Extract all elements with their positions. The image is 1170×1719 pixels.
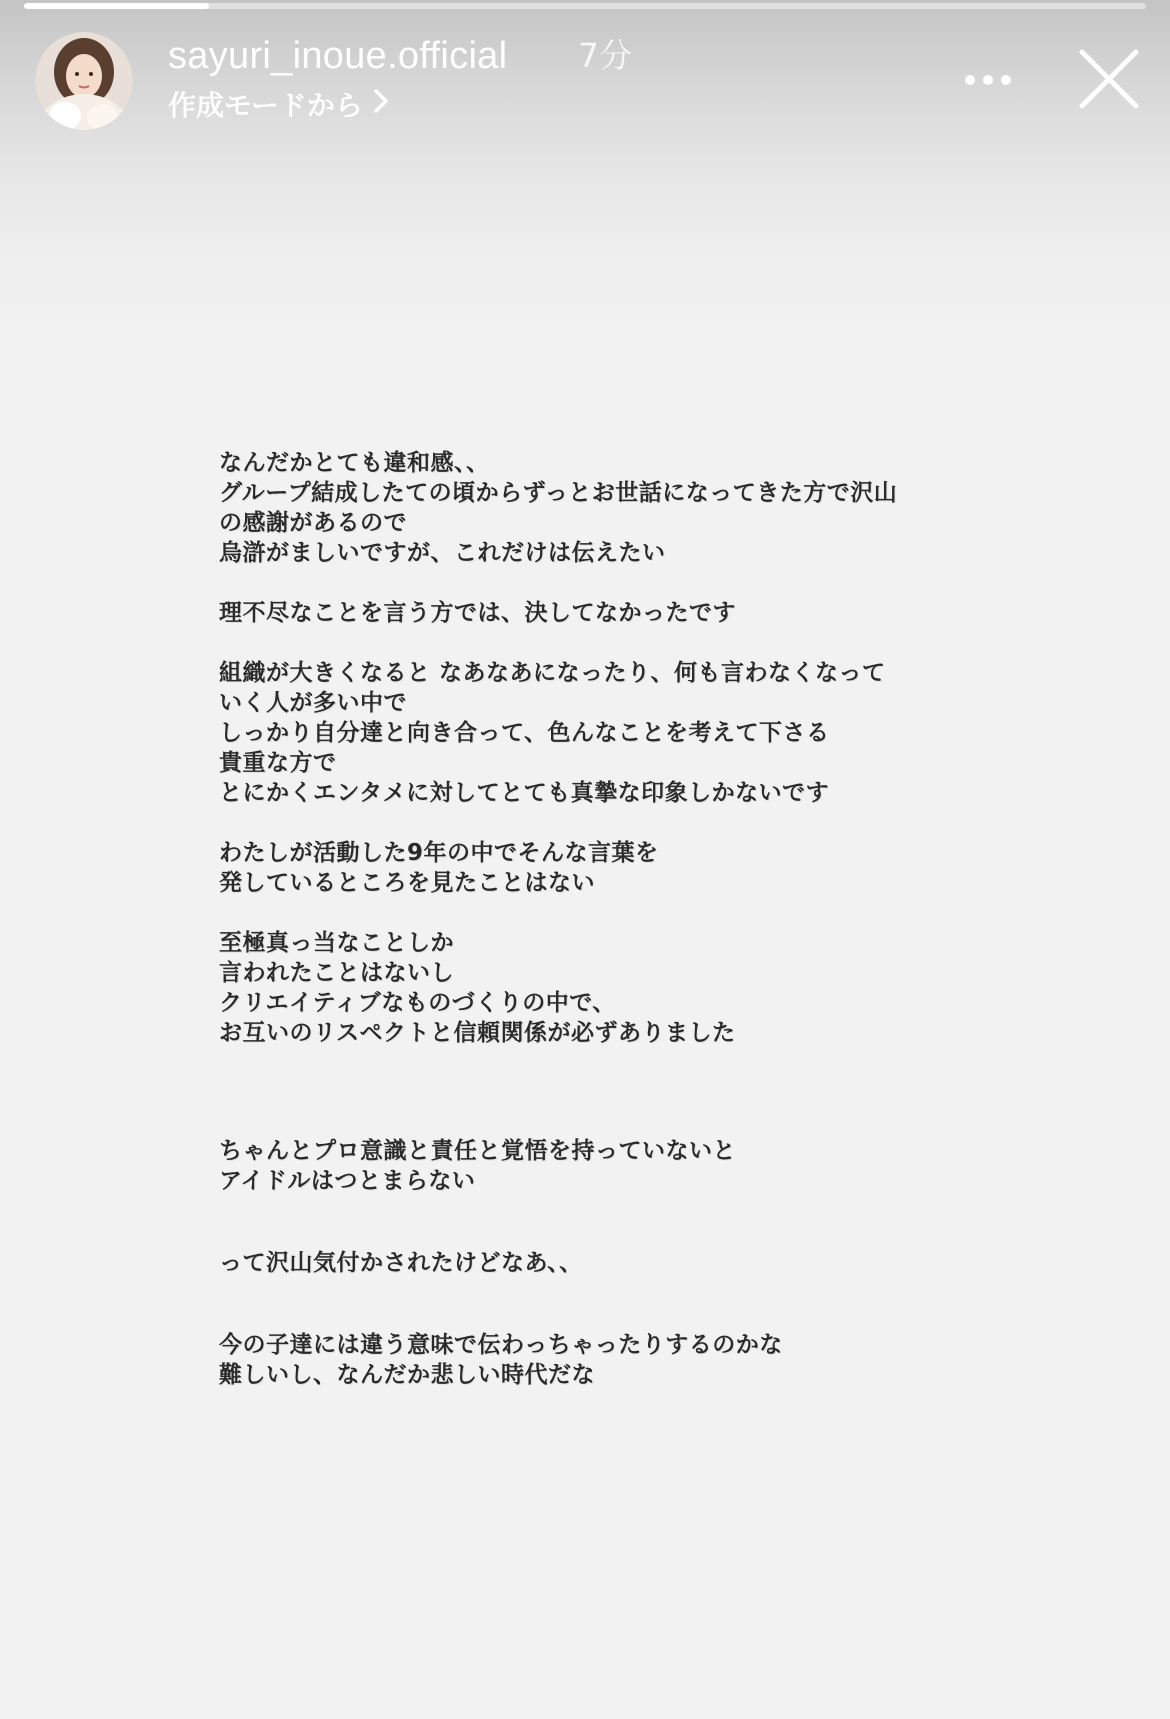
story-line: 発しているところを見たことはない [219,870,595,896]
story-line: 組織が大きくなると なあなあになったり、何も言わなくなって [219,660,886,686]
story-paragraph [219,658,1019,808]
story-line: 理不尽なことを言う方では、決してなかったです [219,600,736,626]
story-line: いく人が多い中で [219,690,407,716]
story-line: の感謝があるので [219,510,407,536]
story-text-body [219,448,1019,1390]
avatar-portrait-icon [35,32,133,130]
story-line: 言われたことはないし [219,960,454,986]
story-line: お互いのリスペクトと信頼関係が必ずありました [219,1020,736,1046]
create-mode-link[interactable] [168,84,389,124]
more-dots-icon [964,74,1012,86]
story-line: クリエイティブなものづくりの中で、 [219,990,616,1016]
story-line: とにかくエンタメに対してとても真摯な印象しかないです [219,780,830,806]
story-line: なんだかとても違和感、、 [219,450,490,476]
story-line: 難しいし、なんだか悲しい時代だな [219,1362,595,1388]
story-line: 至極真っ当なことしか [219,930,454,956]
story-paragraph [219,598,1019,628]
username[interactable]: sayuri_inoue.official [168,35,508,77]
story-progress-fill [24,3,209,9]
close-icon [1078,48,1140,110]
story-line: グループ結成したての頃からずっとお世話になってきた方で沢山 [219,480,898,506]
chevron-right-icon [373,88,389,121]
story-line: 貴重な方で [219,750,337,776]
story-line: 烏滸がましいですが、これだけは伝えたい [219,540,666,566]
story-paragraph [219,838,1019,898]
story-progress-bar [24,3,1146,9]
post-timestamp: 7分 [578,36,632,75]
story-paragraph [219,928,1019,1048]
close-button[interactable] [1074,44,1144,114]
story-paragraph [219,448,1019,568]
story-paragraph [219,1136,1019,1196]
story-line: わたしが活動した9年の中でそんな言葉を [219,840,659,866]
story-paragraph [219,1330,1019,1390]
story-line: 今の子達には違う意味で伝わっちゃったりするのかな [219,1332,783,1358]
story-paragraph [219,1248,1019,1278]
story-line: しっかり自分達と向き合って、色んなことを考えて下さる [219,720,830,746]
more-options-button[interactable] [958,62,1018,98]
create-mode-label: 作成モードから [168,89,363,122]
avatar[interactable] [35,32,133,130]
story-line: ちゃんとプロ意識と責任と覚悟を持っていないと [219,1138,736,1164]
story-line: って沢山気付かされたけどなあ、、 [219,1250,583,1276]
story-line: アイドルはつとまらない [219,1168,476,1194]
